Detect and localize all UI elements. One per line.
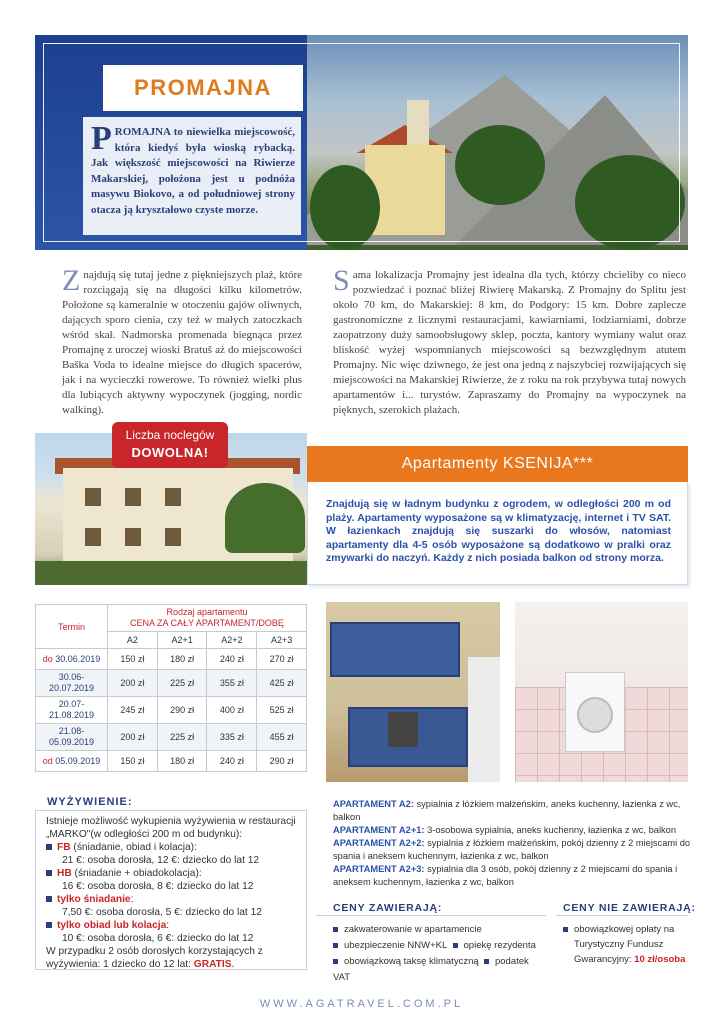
price-cell: 425 zł	[257, 670, 307, 697]
price-cell: 240 zł	[207, 751, 257, 772]
hero-intro-text: ROMAJNA to niewielka miejscowość, która kiedyś była wioską rybacką. Jak większość miejscowości na Riwierze Makarskiej, położona jest u podnóża masywu Biokovo, a od południowej strony otacza ją kryształowo czyste morze.	[91, 126, 295, 216]
table-row	[36, 724, 307, 751]
price-cell: 335 zł	[207, 724, 257, 751]
term-header: Termin	[36, 605, 108, 649]
meals-note-text: W przypadku 2 osób dorosłych korzystających z wyżywienia: 1 dziecko do 12 lat:	[46, 946, 263, 970]
column-header: A2	[108, 632, 158, 649]
price-cell: 270 zł	[257, 649, 307, 670]
term-date: 05.09.2019	[52, 755, 101, 766]
meal-code: tylko obiad lub kolacja	[57, 920, 167, 931]
apartment-type-name: APARTAMENT A2+1:	[333, 825, 425, 835]
bullet-icon	[46, 922, 52, 928]
meal-code: tylko śniadanie	[57, 894, 131, 905]
item-text: podatek VAT	[333, 956, 529, 983]
window	[165, 488, 181, 506]
meal-code: FB	[57, 842, 71, 853]
bullet-icon	[46, 870, 52, 876]
ksenija-description: Znajdują się w ładnym budynku z ogrodem, w odległości 200 m od plaży. Apartamenty wyposażone są w klimatyzację, internet i TV SAT. W łazienkach znajdują się suszarki do włosów, natomiast apartamenty dla 4-5 osób wyposażone są dodatkowo w pralki oraz zmywarki do naczyń. Każdy z nich posiada balkon od strony morza.	[326, 498, 671, 564]
dropcap: P	[91, 120, 112, 157]
hero-intro-box	[83, 117, 301, 235]
term-cell: 21.08- 05.09.2019	[36, 724, 108, 751]
term-cell: 20.07- 21.08.2019	[36, 697, 108, 724]
table-row	[36, 670, 307, 697]
ksenija-description-box	[307, 482, 688, 585]
item-text: obowiązkową taksę klimatyczną	[344, 956, 479, 967]
table-row	[36, 751, 307, 772]
meal-desc: :	[130, 894, 134, 905]
price-cell: 225 zł	[157, 724, 207, 751]
term-cell	[36, 751, 108, 772]
window	[85, 488, 101, 506]
meal-price: 21 €: osoba dorosła, 12 €: dziecko do lat 12	[62, 855, 260, 866]
ksenija-title: Apartamenty KSENIJA***	[401, 455, 594, 472]
price-cell: 200 zł	[108, 724, 158, 751]
price-cell: 400 zł	[207, 697, 257, 724]
meal-code: HB	[57, 868, 72, 879]
apartment-type-name: APARTAMENT A2+3:	[333, 864, 425, 874]
apartment-type-item	[333, 824, 693, 837]
price-cell: 455 zł	[257, 724, 307, 751]
fee-price: 10 zł/osoba	[634, 954, 686, 965]
bullet-icon	[333, 927, 338, 932]
meals-note-free: GRATIS	[193, 959, 232, 970]
footer-website[interactable]: WWW.AGATRAVEL.COM.PL	[259, 998, 464, 1010]
item-text-line	[563, 952, 688, 967]
meal-desc: (śniadanie + obiadokolacja):	[71, 868, 202, 879]
term-cell	[36, 649, 108, 670]
price-cell: 150 zł	[108, 649, 158, 670]
price-cell: 225 zł	[157, 670, 207, 697]
meal-desc: (śniadanie, obiad i kolacja):	[70, 842, 197, 853]
item-text: Gwarancyjny:	[574, 954, 635, 965]
paragraph-beaches	[62, 264, 302, 418]
hero-intro	[91, 120, 295, 218]
window	[125, 528, 141, 546]
meals-note	[46, 945, 302, 971]
meal-price: 7,50 €: osoba dorosła, 5 €: dziecko do lat 12	[62, 907, 262, 918]
item-text: ubezpieczenie NNW+KL	[344, 940, 448, 951]
apartment-type-item	[333, 798, 693, 824]
meal-option-hb	[46, 867, 302, 880]
apartment-type-header	[108, 605, 307, 632]
paragraph-location	[333, 264, 686, 418]
price-excludes-item	[563, 922, 688, 937]
kitchen-photo	[326, 602, 500, 782]
meal-desc: :	[166, 920, 170, 931]
window	[165, 528, 181, 546]
term-date: 30.06.2019	[52, 653, 101, 664]
apartment-type-label: Rodzaj apartamentu	[166, 607, 248, 617]
garden	[35, 561, 307, 585]
meals-text	[46, 815, 302, 971]
nights-badge	[112, 422, 228, 468]
item-text: obowiązkowej opłaty na	[574, 924, 675, 935]
meals-intro: Istnieje możliwość wykupienia wyżywienia w restauracji „MARKO"(w odległości 200 m od budynku):	[46, 816, 296, 840]
apartment-type-name: APARTAMENT A2+2:	[333, 838, 425, 848]
palm-tree	[225, 483, 305, 553]
price-cell: 240 zł	[207, 649, 257, 670]
price-cell: 200 zł	[108, 670, 158, 697]
item-text: opiekę rezydenta	[463, 940, 536, 951]
bullet-icon	[46, 844, 52, 850]
term-prefix: do	[42, 653, 53, 664]
paragraph-text: najdują się tutaj jedne z piękniejszych plaż, które rozciągają się na długości kilku kilometrów. Położone są kameralnie w otoczeniu gajów oliwnych, dających sporo cienia, czy też w małych zatoczkach wśród skał. Nadmorska promenada biegnąca przez Promajnę z uroczej wioski Bratuš aż do miejscowości Baška Voda to idealne miejsce do długich spacerów, jak i na wycieczki rowerowe. To również wielki plus dla lubiących aktywny wypoczynek (jogging, nordic walking).	[62, 269, 302, 416]
meals-note-end: .	[231, 959, 235, 970]
price-includes-item	[333, 938, 548, 954]
price-table	[35, 604, 307, 772]
column-header: A2+2	[207, 632, 257, 649]
bullet-icon	[484, 959, 489, 964]
bullet-icon	[563, 927, 568, 932]
bullet-icon	[333, 943, 338, 948]
bullet-icon	[453, 943, 458, 948]
badge-line-1: Liczba noclegów	[125, 428, 215, 442]
apartment-type-desc: sypialnia z łóżkiem małżeńskim, aneks kuchenny, łazienka z wc, balkon	[333, 799, 681, 822]
meal-price: 16 €: osoba dorosła, 8 €: dziecko do lat 12	[62, 881, 254, 892]
page-title: PROMAJNA	[134, 75, 272, 100]
price-cell: 355 zł	[207, 670, 257, 697]
price-per-night-label: CENA ZA CAŁY APARTAMENT/DOBĘ	[130, 618, 284, 628]
item-text: Turystyczny Fundusz	[574, 939, 664, 950]
price-cell: 180 zł	[157, 751, 207, 772]
meal-option-breakfast	[46, 893, 302, 906]
price-excludes-list	[563, 922, 688, 967]
price-excludes-header: CENY NIE ZAWIERAJĄ:	[563, 902, 696, 914]
item-text: zakwaterowanie w apartamencie	[344, 924, 482, 935]
table-row	[36, 649, 307, 670]
meals-header-label: WYŻYWIENIE:	[47, 796, 133, 808]
hero-title-box	[103, 65, 303, 111]
fridge	[468, 657, 500, 782]
apartment-types-list	[333, 798, 693, 889]
dropcap: Z	[62, 264, 81, 297]
window	[85, 528, 101, 546]
price-cell: 290 zł	[157, 697, 207, 724]
apartment-type-item	[333, 837, 693, 863]
meal-option-fb	[46, 841, 302, 854]
price-cell: 290 zł	[257, 751, 307, 772]
window	[125, 488, 141, 506]
badge-line-2: DOWOLNA!	[131, 445, 209, 460]
price-includes-header: CENY ZAWIERAJĄ:	[333, 902, 443, 914]
term-cell: 30.06- 20.07.2019	[36, 670, 108, 697]
kitchen-cabinets	[330, 622, 460, 677]
price-cell: 525 zł	[257, 697, 307, 724]
apartment-type-desc: 3-osobowa sypialnia, aneks kuchenny, łazienka z wc, balkon	[424, 825, 677, 835]
price-includes-item	[333, 922, 548, 938]
bullet-icon	[333, 959, 338, 964]
table-row	[36, 697, 307, 724]
bathroom-photo	[515, 602, 688, 782]
meal-option-dinner	[46, 919, 302, 932]
term-prefix: od	[42, 755, 53, 766]
bullet-icon	[46, 896, 52, 902]
price-cell: 245 zł	[108, 697, 158, 724]
paragraph-text: ama lokalizacja Promajny jest idealna dla tych, którzy chcieliby co nieco pozwiedzać i poznać bliżej Riwierę Makarską. Z Promajny do Splitu jest około 70 km, do Makarskiej: 8 km, do Podgory: 15 km. Dobre zaplecze gastronomiczne z licznymi restauracjami, kawiarniami, lodziarniami, dobrze zaopatrzony duży samoobsługowy sklep, poczta, kantory wymiany walut oraz bliskość wyżej wspomnianych miejscowości są bezwzględnym atutem Promajny. Nic więc dziwnego, że jest ona jedną z najszybciej rozwijających się miejscowości na Makarskiej Riwierze, że z roku na rok przybywa tutaj nowych apartamentów i... turystów. Zapraszamy do Promajny na wypoczynek na pięknych, szerokich plażach.	[333, 269, 686, 416]
meals-header	[35, 796, 307, 811]
price-cell: 150 zł	[108, 751, 158, 772]
column-header: A2+1	[157, 632, 207, 649]
price-includes-item	[333, 954, 548, 986]
column-header: A2+3	[257, 632, 307, 649]
meals-box	[35, 810, 307, 970]
hero-section	[35, 35, 688, 250]
divider	[556, 915, 688, 916]
dropcap: S	[333, 264, 350, 297]
price-includes-list	[333, 922, 548, 986]
apartment-type-desc: sypialnia dla 3 osób, pokój dzienny z 2 miejscami do spania i aneksem kuchennym, łazienka z wc, balkon	[333, 864, 678, 887]
apartment-type-desc: sypialnia z łóżkiem małżeńskim, pokój dzienny z 2 miejscami do spania i aneksem kuchennym, łazienka z wc, balkon	[333, 838, 691, 861]
oven	[388, 712, 418, 747]
meal-price: 10 €: osoba dorosła, 6 €: dziecko do lat 12	[62, 933, 254, 944]
divider	[316, 915, 546, 916]
apartment-type-name: APARTAMENT A2:	[333, 799, 414, 809]
washer-drum	[577, 697, 613, 733]
apartment-type-item	[333, 863, 693, 889]
price-cell: 180 zł	[157, 649, 207, 670]
ksenija-banner	[307, 446, 688, 482]
